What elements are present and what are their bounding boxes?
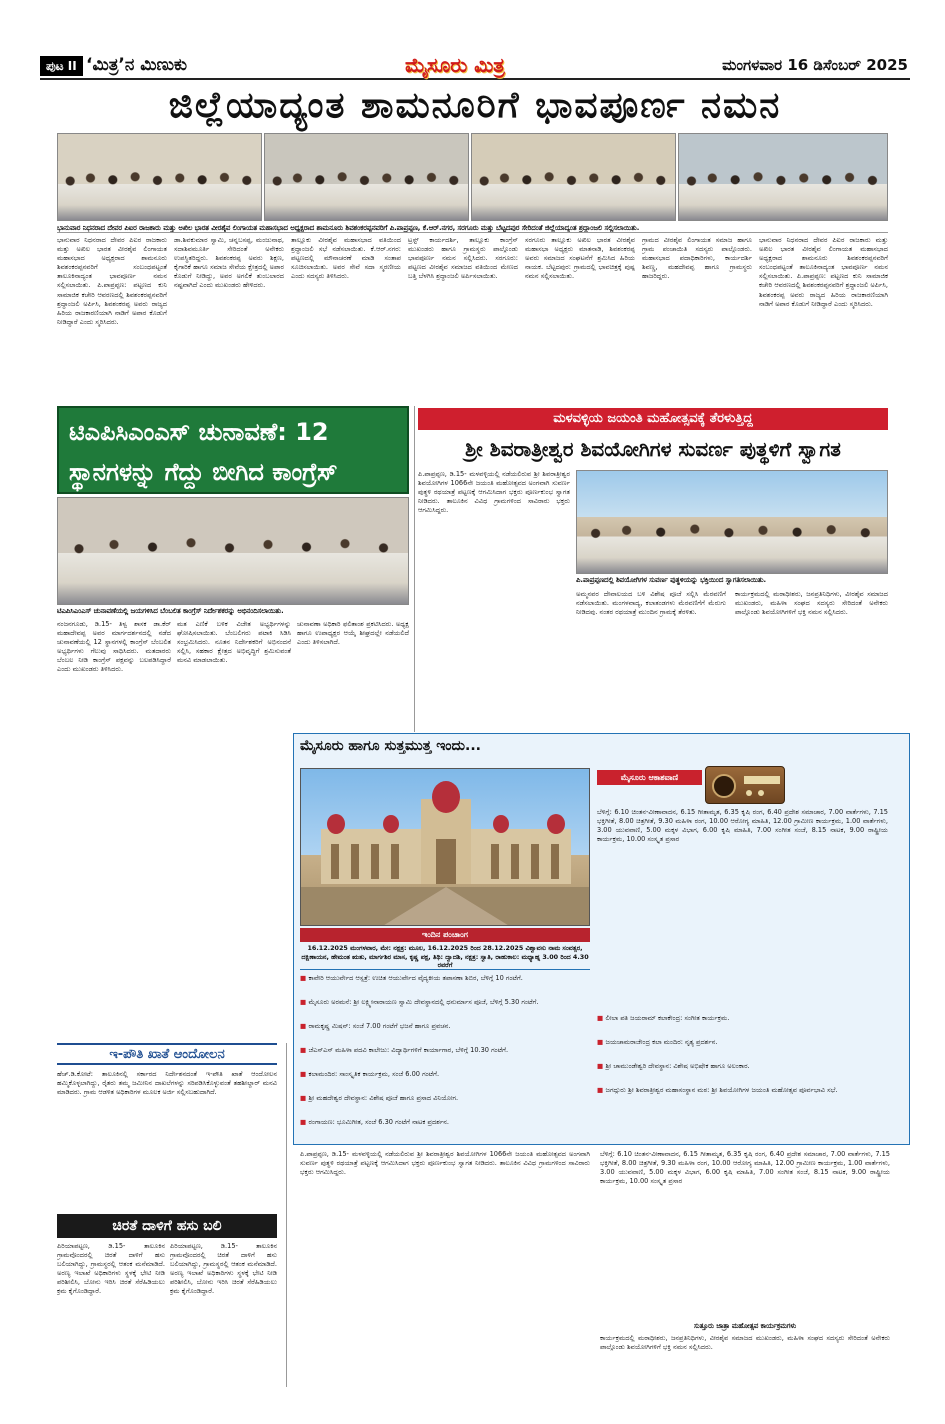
jayanti-column-2: ಅಮ್ಮನವರ ದೇವಾಲಯದ ಬಳಿ ವಿಶೇಷ ಪೂಜೆ ಸಲ್ಲಿಸಿ ಮೆರವಣಿಗೆ ನಡೆಸಲಾಯಿತು. ಮಂಗಳವಾದ್ಯ, ಕಲಾತಂಡಗಳು ಮೆರವಣಿಗೆಗೆ ಮೆರುಗು ನೀಡಿದವು. ನಂತರ ರಥಯಾತ್ರೆ ಮುಂದಿನ ಗ್ರಾಮಕ್ಕೆ ತೆರಳಿತು. [576,590,726,617]
lead-column-7: ಭಾನುವಾರ ನಿಧನರಾದ ದೇವರ ಪಿಐರ ರಾಜಕಾರು ಮತ್ತು ಅಖಿಲ ಭಾರತ ವೀರಶೈವ ಲಿಂಗಾಯತ ಮಹಾಸಭಾದ ಅಧ್ಯಕ್ಷರಾದ ಶಾಮನೂರು ಶಿವಶಂಕರಪ್ಪನವರಿಗೆ ಸಂಬಂಧಪಟ್ಟಂತೆ ತಾಲೂಕಿನಾದ್ಯಂತ ಭಾವಪೂರ್ಣ ನಮನ ಸಲ್ಲಿಸಲಾಯಿತು. ಪಿ.ಪಾಪ್ರಪ್ಪಣ: ಪಟ್ಟಣದ ಕುನಿ ಸಾಮಾಜಿಕ ಕಚೇರಿ ಆವರಣದಲ್ಲಿ ಶಿವಶಂಕರಪ್ಪನವರಿಗೆ ಶ್ರದ್ಧಾಂಜಲಿ ಅರ್ಪಿಸಿ, ಶಿವಶಂಕರಪ್ಪ ಅವರು ರಾಜ್ಯದ ಹಿರಿಯ ರಾಜಕಾರಣಿಯಾಗಿ ನಾಡಿಗೆ ಅಪಾರ ಕೊಡುಗೆ ನೀಡಿದ್ದಾರೆ ಎಂದು ಸ್ಮರಿಸಿದರು. [759,236,888,308]
lead-photo-4 [678,133,888,221]
tapcms-column-2: ಮತ ಎಣಿಕೆ ಬಳಿಕ ವಿಜೇತ ಅಭ್ಯರ್ಥಿಗಳನ್ನು ಘೋಷಿಸಲಾಯಿತು. ಬೆಂಬಲಿಗರು ಪಟಾಕಿ ಸಿಡಿಸಿ ಸಂಭ್ರಮಿಸಿದರು. ನೂತನ ನಿರ್ದೇಶಕರಿಗೆ ಅಭಿನಂದನೆ ಸಲ್ಲಿಸಿ, ಸಹಕಾರ ಕ್ಷೇತ್ರದ ಅಭಿವೃದ್ಧಿಗೆ ಶ್ರಮಿಸುವಂತೆ ಮನವಿ ಮಾಡಲಾಯಿತು. [177,620,291,665]
newspaper-logo: ಮೈಸೂರು ಮಿತ್ರ [405,53,505,77]
column-rule [414,406,415,732]
events-left-list: ■ ಕಾವೇರಿ ಆಯುರ್ವೇದ ಆಸ್ಪತ್ರೆ: ಉಚಿತ ಆಯುರ್ವೇದ ವೈದ್ಯಕೀಯ ತಪಾಸಣಾ ಶಿಬಿರ, ಬೆಳಿಗ್ಗೆ 10 ಗಂಟೆಗೆ. ■ ಮೈಸೂರು ಅರಮನೆ: ಶ್ರೀ ಲಕ್ಷ್ಮೀನಾರಾಯಣ ಸ್ವಾಮಿ ದೇವಸ್ಥಾನದಲ್ಲಿ ಧನುರ್ಮಾಸ ಪೂಜೆ, ಬೆಳಿಗ್ಗೆ 5.30 ಗಂಟೆಗೆ. ■ ರಾಮಕೃಷ್ಣ ಮಿಷನ್: ಸಂಜೆ 7.00 ಗಂಟೆಗೆ ಭಜನೆ ಹಾಗೂ ಪ್ರವಚನ. ■ ಜೆಎಸ್‌ಎಸ್ ಮಹಿಳಾ ಪದವಿ ಕಾಲೇಜು: ವಿದ್ಯಾರ್ಥಿಗಳಿಗೆ ಕಾರ್ಯಾಗಾರ, ಬೆಳಿಗ್ಗೆ 10.30 ಗಂಟೆಗೆ. ■ ಕಲಾಮಂದಿರ: ಸಾಂಸ್ಕೃತಿಕ ಕಾರ್ಯಕ್ರಮ, ಸಂಜೆ 6.00 ಗಂಟೆಗೆ. ■ ಶ್ರೀ ಮಹದೇಶ್ವರ ದೇವಸ್ಥಾನ: ವಿಶೇಷ ಪೂಜೆ ಹಾಗೂ ಪ್ರಸಾದ ವಿನಿಯೋಗ. ■ ರಂಗಾಯಣ: ಭೂಮಿಗೀತ, ಸಂಜೆ 6.30 ಗಂಟೆಗೆ ನಾಟಕ ಪ್ರದರ್ಶನ. [300,974,539,1126]
event-item: ಶ್ರೀ ಚಾಮುಂಡೇಶ್ವರಿ ದೇವಸ್ಥಾನ: ವಿಶೇಷ ಅಭಿಷೇಕ ಹಾಗೂ ಅಲಂಕಾರ. [605,1062,750,1070]
tapcms-column-1: ನಂಜನಗೂಡು, ಡಿ.15- ತಿಳ್ವ ಶಾಸಕ ಡಾ.ಕೆರ್ ಮಹಾದೇವಪ್ಪ ಅವರ ಮಾರ್ಗದರ್ಶನದಲ್ಲಿ ನಡೆದ ಚುನಾವಣೆಯಲ್ಲಿ 12 ಸ್ಥಾನಗಳಲ್ಲಿ ಕಾಂಗ್ರೆಸ್ ಬೆಂಬಲಿತ ಅಭ್ಯರ್ಥಿಗಳು ಗೆಲುವು ಸಾಧಿಸಿದರು. ಮತದಾರರು ಬೆಂಬಲ ನೀಡಿ ಕಾಂಗ್ರೆಸ್ ಪಕ್ಷವನ್ನು ಬಲಪಡಿಸಿದ್ದಾರೆ ಎಂದು ಮುಖಂಡರು ತಿಳಿಸಿದರು. [57,620,171,674]
event-item: ಶ್ರೀ ಮಹದೇಶ್ವರ ದೇವಸ್ಥಾನ: ವಿಶೇಷ ಪೂಜೆ ಹಾಗೂ ಪ್ರಸಾದ ವಿನಿಯೋಗ. [308,1094,459,1102]
section-rule [57,232,888,233]
jayanti-headline: ಶ್ರೀ ಶಿವರಾತ್ರೀಶ್ವರ ಶಿವಯೋಗಿಗಳ ಸುವರ್ಣ ಪುತ್ಥಳಿಗೆ ಸ್ವಾಗತ [465,437,841,461]
akashavani-title: ಮೈಸೂರು ಆಕಾಶವಾಣಿ [597,770,702,785]
tapcms-headline: ಟಿಎಪಿಸಿಎಂಎಸ್ ಚುನಾವಣೆ: 12 ಸ್ಥಾನಗಳನ್ನು ಗೆದ್ದು ಬೀಗಿದ ಕಾಂಗ್ರೆಸ್ [57,406,409,494]
akashavani-schedule: ಬೆಳಿಗ್ಗೆ: 6.10 ಚಿಂತನ-ವೀಣಾವಾದನ, 6.15 ಗೀತಾಮೃತ, 6.35 ಕೃಷಿ ರಂಗ, 6.40 ಪ್ರದೇಶ ಸಮಾಚಾರ, 7.00 ವಾರ್ತೆಗಳು, 7.15 ಭಕ್ತಿಗೀತೆ, 8.00 ಚಿತ್ರಗೀತೆ, 9.30 ಮಹಿಳಾ ರಂಗ, 10.00 ಆರೋಗ್ಯ ಮಾಹಿತಿ, 12.00 ಗ್ರಾಮೀಣ ಕಾರ್ಯಕ್ರಮ, 1.00 ವಾರ್ತೆಗಳು, 3.00 ಯುವವಾಣಿ, 5.00 ಮಕ್ಕಳ ವಿಭಾಗ, 6.00 ಕೃಷಿ ಮಾಹಿತಿ, 7.00 ಸಂಗೀತ ಸಂಜೆ, 8.15 ನಾಟಕ, 9.00 ರಾಷ್ಟ್ರೀಯ ಕಾರ್ಯಕ್ರಮ, 10.00 ಸಂಸ್ಕೃತ ಪ್ರಸಾರ [597,808,888,844]
tapcms-column-3: ಚುನಾವಣಾ ಅಧಿಕಾರಿ ಫಲಿತಾಂಶ ಪ್ರಕಟಿಸಿದರು. ಅಧ್ಯಕ್ಷ ಹಾಗೂ ಉಪಾಧ್ಯಕ್ಷರ ಆಯ್ಕೆ ಶೀಘ್ರದಲ್ಲೇ ನಡೆಯಲಿದೆ ಎಂದು ತಿಳಿಸಲಾಗಿದೆ. [297,620,409,647]
event-item: ಜಯಚಾಮರಾಜೇಂದ್ರ ಕಲಾ ಮಂದಿರ: ನೃತ್ಯ ಪ್ರದರ್ಶನ. [605,1038,718,1046]
lead-headline: ಜಿಲ್ಲೆಯಾದ್ಯಂತ ಶಾಮನೂರಿಗೆ ಭಾವಪೂರ್ಣ ನಮನ [168,85,782,126]
column-rule [286,1043,287,1387]
event-item: ಕಲಾಮಂದಿರ: ಸಾಂಸ್ಕೃತಿಕ ಕಾರ್ಯಕ್ರಮ, ಸಂಜೆ 6.00 ಗಂಟೆಗೆ. [308,1070,440,1078]
events-continued: ಬೆಳಿಗ್ಗೆ: 6.10 ಚಿಂತನ-ವೀಣಾವಾದನ, 6.15 ಗೀತಾಮೃತ, 6.35 ಕೃಷಿ ರಂಗ, 6.40 ಪ್ರದೇಶ ಸಮಾಚಾರ, 7.00 ವಾರ್ತೆಗಳು, 7.15 ಭಕ್ತಿಗೀತೆ, 8.00 ಚಿತ್ರಗೀತೆ, 9.30 ಮಹಿಳಾ ರಂಗ, 10.00 ಆರೋಗ್ಯ ಮಾಹಿತಿ, 12.00 ಗ್ರಾಮೀಣ ಕಾರ್ಯಕ್ರಮ, 1.00 ವಾರ್ತೆಗಳು, 3.00 ಯುವವಾಣಿ, 5.00 ಮಕ್ಕಳ ವಿಭಾಗ, 6.00 ಕೃಷಿ ಮಾಹಿತಿ, 7.00 ಸಂಗೀತ ಸಂಜೆ, 8.15 ನಾಟಕ, 9.00 ರಾಷ್ಟ್ರೀಯ ಕಾರ್ಯಕ್ರಮ, 10.00 ಸಂಸ್ಕೃತ ಪ್ರಸಾರ [600,1150,890,1186]
lead-caption: ಭಾನುವಾರ ನಿಧನರಾದ ದೇವರ ಪಿಐರ ರಾಜಕಾರು ಮತ್ತು ಅಖಿಲ ಭಾರತ ವೀರಶೈವ ಲಿಂಗಾಯತ ಮಹಾಸಭಾದ ಅಧ್ಯಕ್ಷರಾದ ಶಾಮನೂರು ಶಿವಶಂಕರಪ್ಪನವರಿಗೆ ಪಿ.ಪಾಪ್ರಪ್ಪಣ, ಕೆ.ಆರ್.ನಗರ, ಸರಗೂರು ಮತ್ತು ಬೆಟ್ಟದಪುರ ಸೇರಿದಂತೆ ಜಿಲ್ಲೆಯಾದ್ಯಂತ ಶ್ರದ್ಧಾಂಜಲಿ ಸಲ್ಲಿಸಲಾಯಿತು. [57,224,640,232]
lead-column-1: ಭಾನುವಾರ ನಿಧನರಾದ ದೇವರ ಪಿಐರ ರಾಜಕಾರು ಮತ್ತು ಅಖಿಲ ಭಾರತ ವೀರಶೈವ ಲಿಂಗಾಯತ ಮಹಾಸಭಾದ ಅಧ್ಯಕ್ಷರಾದ ಶಾಮನೂರು ಶಿವಶಂಕರಪ್ಪನವರಿಗೆ ಸಂಬಂಧಪಟ್ಟಂತೆ ತಾಲೂಕಿನಾದ್ಯಂತ ಭಾವಪೂರ್ಣ ನಮನ ಸಲ್ಲಿಸಲಾಯಿತು. ಪಿ.ಪಾಪ್ರಪ್ಪಣ: ಪಟ್ಟಣದ ಕುನಿ ಸಾಮಾಜಿಕ ಕಚೇರಿ ಆವರಣದಲ್ಲಿ ಶಿವಶಂಕರಪ್ಪನವರಿಗೆ ಶ್ರದ್ಧಾಂಜಲಿ ಅರ್ಪಿಸಿ, ಶಿವಶಂಕರಪ್ಪ ಅವರು ರಾಜ್ಯದ ಹಿರಿಯ ರಾಜಕಾರಣಿಯಾಗಿ ನಾಡಿಗೆ ಅಪಾರ ಕೊಡುಗೆ ನೀಡಿದ್ದಾರೆ ಎಂದು ಸ್ಮರಿಸಿದರು. [57,236,167,326]
suttur-title: ಸುತ್ತೂರು ಜಾತ್ರಾ ಮಹೋತ್ಸವ ಕಾರ್ಯಕ್ರಮಗಳು [693,1322,797,1330]
lead-column-6: ಗ್ರಾಮದ ವೀರಶೈವ ಲಿಂಗಾಯತ ಸಮಾಜ ಹಾಗೂ ಗ್ರಾಮ ಪಂಚಾಯಿತಿ ಸದಸ್ಯರು ಪಾಲ್ಗೊಂಡರು. ಮಹಾಸಭಾದ ಪದಾಧಿಕಾರಿಗಳು, ಕಾರ್ಯದರ್ಶಿ ಶಿವಣ್ಣ, ಮಹದೇವಪ್ಪ ಹಾಗೂ ಗ್ರಾಮಸ್ಥರು ಹಾಜರಿದ್ದರು. [642,236,752,281]
jayanti-kicker: ಮಳವಳ್ಳಿಯ ಜಯಂತಿ ಮಹೋತ್ಸವಕ್ಕೆ ತೆರಳುತ್ತಿದ್ದ [418,408,888,430]
jayanti-photo [576,470,888,574]
epauti-body: ಹೆಚ್.ಡಿ.ಕೋಟೆ: ತಾಲೂಕಿನಲ್ಲಿ ಸರ್ಕಾರದ ನಿರ್ದೇಶನದಂತೆ ಇ-ಪೌತಿ ಖಾತೆ ಆಂದೋಲನ ಹಮ್ಮಿಕೊಳ್ಳಲಾಗಿದ್ದು, ರೈತರು ತಮ್ಮ ಜಮೀನಿನ ದಾಖಲೆಗಳನ್ನು ಸರಿಪಡಿಸಿಕೊಳ್ಳುವಂತೆ ತಹಶೀಲ್ದಾರ್ ಮನವಿ ಮಾಡಿದರು. ಗ್ರಾಮ ಆಡಳಿತ ಅಧಿಕಾರಿಗಳ ಮೂಲಕ ಅರ್ಜಿ ಸಲ್ಲಿಸಬಹುದಾಗಿದೆ. [57,1070,277,1097]
mysuru-today-title: ಮೈಸೂರು ಹಾಗೂ ಸುತ್ತಮುತ್ತ ಇಂದು... [300,738,481,754]
leopard-column-2: ಪಿರಿಯಾಪಟ್ಟಣ, ಡಿ.15- ತಾಲೂಕಿನ ಗ್ರಾಮವೊಂದರಲ್ಲಿ ಚಿರತೆ ದಾಳಿಗೆ ಹಸು ಬಲಿಯಾಗಿದ್ದು, ಗ್ರಾಮಸ್ಥರಲ್ಲಿ ಆತಂಕ ಮನೆಮಾಡಿದೆ. ಅರಣ್ಯ ಇಲಾಖೆ ಅಧಿಕಾರಿಗಳು ಸ್ಥಳಕ್ಕೆ ಭೇಟಿ ನೀಡಿ ಪರಿಶೀಲಿಸಿ, ಬೋನು ಇರಿಸಿ ಚಿರತೆ ಸೆರೆಹಿಡಿಯಲು ಕ್ರಮ ಕೈಗೊಂಡಿದ್ದಾರೆ. [170,1242,277,1296]
palace-photo [300,768,590,926]
section-title: ‘ಮಿತ್ರ’ನ ಮಿಣುಕು [86,55,188,75]
events-bottom-left: ಪಿ.ಪಾಪ್ರಪ್ಪಣ, ಡಿ.15- ಮಳವಳ್ಳಿಯಲ್ಲಿ ನಡೆಯಲಿರುವ ಶ್ರೀ ಶಿವರಾತ್ರೀಶ್ವರ ಶಿವಯೋಗಿಗಳ 1066ನೇ ಜಯಂತಿ ಮಹೋತ್ಸವದ ಅಂಗವಾಗಿ ಸುವರ್ಣ ಪುತ್ಥಳಿ ರಥಯಾತ್ರೆ ಪಟ್ಟಣಕ್ಕೆ ಆಗಮಿಸಿದಾಗ ಭಕ್ತರು ಪೂರ್ಣಕುಂಭ ಸ್ವಾಗತ ನೀಡಿದರು. ತಾಲೂಕಿನ ವಿವಿಧ ಗ್ರಾಮಗಳಿಂದ ಸಾವಿರಾರು ಭಕ್ತರು ಆಗಮಿಸಿದ್ದರು. [300,1150,590,1177]
event-item: ಜೆಎಸ್‌ಎಸ್ ಮಹಿಳಾ ಪದವಿ ಕಾಲೇಜು: ವಿದ್ಯಾರ್ಥಿಗಳಿಗೆ ಕಾರ್ಯಾಗಾರ, ಬೆಳಿಗ್ಗೆ 10.30 ಗಂಟೆಗೆ. [308,1046,509,1054]
lead-column-3: ತಾಲ್ಲೂಕು ವೀರಶೈವ ಮಹಾಸಭಾದ ವತಿಯಿಂದ ಶ್ರದ್ಧಾಂಜಲಿ ಸಭೆ ನಡೆಸಲಾಯಿತು. ಕೆ.ಆರ್.ನಗರ: ಪಟ್ಟಣದಲ್ಲಿ ಮೌನಾಚರಣೆ ಮಾಡಿ ಸಂತಾಪ ಸೂಚಿಸಲಾಯಿತು. ಅವರ ಸೇವೆ ಸದಾ ಸ್ಮರಣೀಯ ಎಂದು ಸದಸ್ಯರು ತಿಳಿಸಿದರು. [291,236,401,281]
epauti-headline: ಇ-ಪೌತಿ ಖಾತೆ ಆಂದೋಲನ [57,1043,277,1065]
tapcms-caption: ಟಿಎಪಿಸಿಎಂಎಸ್ ಚುನಾವಣೆಯಲ್ಲಿ ಜಯಗಳಿಸಿದ ಬೆಂಬಲಿತ ಕಾಂಗ್ರೆಸ್ ನಿರ್ದೇಶಕರನ್ನು ಅಭಿನಂದಿಸಲಾಯಿತು. [57,607,284,615]
tapcms-photo [57,497,409,605]
jayanti-caption: ಪಿ.ಪಾಪ್ರಪ್ಪಣದಲ್ಲಿ ಶಿವಯೋಗಿಗಳ ಸುವರ್ಣ ಪುತ್ಥಳಿಯನ್ನು ಭಕ್ತಿಯಿಂದ ಸ್ವಾಗತಿಸಲಾಯಿತು. [576,576,767,584]
panchanga-text: 16.12.2025 ಮಂಗಳವಾರ, ಮೇ: ನಕ್ಷತ್ರ: ಮೂಲ, 16.12.2025 ರಿಂದ 28.12.2025 ವಿಶ್ವಾವಸು ನಾಮ ಸಂವತ್ಸರ, ದಕ್ಷಿಣಾಯನ, ಹೇಮಂತ ಋತು, ಮಾರ್ಗಶಿರ ಮಾಸ, ಕೃಷ್ಣ ಪಕ್ಷ, ತಿಥಿ: ದ್ವಾದಶಿ, ನಕ್ಷತ್ರ: ಸ್ವಾತಿ, ರಾಹುಕಾಲ: ಮಧ್ಯಾಹ್ನ 3.00 ರಿಂದ 4.30 ರವರೆಗೆ [301,944,589,970]
radio-icon [705,766,785,804]
event-item: ರಾಮಕೃಷ್ಣ ಮಿಷನ್: ಸಂಜೆ 7.00 ಗಂಟೆಗೆ ಭಜನೆ ಹಾಗೂ ಪ್ರವಚನ. [308,1022,451,1030]
events-right-list: ■ ಲೀಲಾ ಪತಿ ಜಯರಾಮ್ ಕಲಾಕೇಂದ್ರ: ಸಂಗೀತ ಕಾರ್ಯಕ್ರಮ. ■ ಜಯಚಾಮರಾಜೇಂದ್ರ ಕಲಾ ಮಂದಿರ: ನೃತ್ಯ ಪ್ರದರ್ಶನ. ■ ಶ್ರೀ ಚಾಮುಂಡೇಶ್ವರಿ ದೇವಸ್ಥಾನ: ವಿಶೇಷ ಅಭಿಷೇಕ ಹಾಗೂ ಅಲಂಕಾರ. ■ ಜಗದ್ಗುರು ಶ್ರೀ ಶಿವರಾತ್ರೀಶ್ವರ ಮಹಾಸಂಸ್ಥಾನ ಮಠ: ಶ್ರೀ ಶಿವಯೋಗಿಗಳ ಜಯಂತಿ ಮಹೋತ್ಸವ ಪೂರ್ವಭಾವಿ ಸಭೆ. [597,1014,838,1094]
leopard-headline: ಚಿರತೆ ದಾಳಿಗೆ ಹಸು ಬಲಿ [57,1214,277,1238]
suttur-text: ಕಾರ್ಯಕ್ರಮದಲ್ಲಿ ಮಠಾಧೀಶರು, ಜನಪ್ರತಿನಿಧಿಗಳು, ವೀರಶೈವ ಸಮಾಜದ ಮುಖಂಡರು, ಮಹಿಳಾ ಸಂಘದ ಸದಸ್ಯರು ಸೇರಿದಂತೆ ಅನೇಕರು ಪಾಲ್ಗೊಂಡು ಶಿವಯೋಗಿಗಳಿಗೆ ಭಕ್ತಿ ನಮನ ಸಲ್ಲಿಸಿದರು. [600,1334,890,1352]
event-item: ಮೈಸೂರು ಅರಮನೆ: ಶ್ರೀ ಲಕ್ಷ್ಮೀನಾರಾಯಣ ಸ್ವಾಮಿ ದೇವಸ್ಥಾನದಲ್ಲಿ ಧನುರ್ಮಾಸ ಪೂಜೆ, ಬೆಳಿಗ್ಗೆ 5.30 ಗಂಟೆಗೆ. [308,998,539,1006]
event-item: ಲೀಲಾ ಪತಿ ಜಯರಾಮ್ ಕಲಾಕೇಂದ್ರ: ಸಂಗೀತ ಕಾರ್ಯಕ್ರಮ. [605,1014,730,1022]
lead-photo-1 [57,133,262,221]
event-item: ಜಗದ್ಗುರು ಶ್ರೀ ಶಿವರಾತ್ರೀಶ್ವರ ಮಹಾಸಂಸ್ಥಾನ ಮಠ: ಶ್ರೀ ಶಿವಯೋಗಿಗಳ ಜಯಂತಿ ಮಹೋತ್ಸವ ಪೂರ್ವಭಾವಿ ಸಭೆ. [605,1086,838,1094]
event-item: ರಂಗಾಯಣ: ಭೂಮಿಗೀತ, ಸಂಜೆ 6.30 ಗಂಟೆಗೆ ನಾಟಕ ಪ್ರದರ್ಶನ. [308,1118,450,1126]
page-number: ಪುಟ II [40,56,83,76]
lead-photo-2 [264,133,469,221]
lead-column-5: ಸರಗೂರು ತಾಲ್ಲೂಕು ಅಖಿಲ ಭಾರತ ವೀರಶೈವ ಮಹಾಸಭಾ ಅಧ್ಯಕ್ಷರು ಮಾತನಾಡಿ, ಶಿವಶಂಕರಪ್ಪ ಅವರು ಸಮಾಜದ ಸಂಘಟನೆಗೆ ಶ್ರಮಿಸಿದ ಹಿರಿಯ ನಾಯಕ. ಬೆಟ್ಟದಪುರ: ಗ್ರಾಮದಲ್ಲಿ ಭಾವಚಿತ್ರಕ್ಕೆ ಪುಷ್ಪ ನಮನ ಸಲ್ಲಿಸಲಾಯಿತು. [525,236,635,281]
lead-column-4: ಟ್ರಸ್ಟ್ ಕಾರ್ಯದರ್ಶಿ, ತಾಲ್ಲೂಕು ಕಾಂಗ್ರೆಸ್ ಮುಖಂಡರು ಹಾಗೂ ಗ್ರಾಮಸ್ಥರು ಪಾಲ್ಗೊಂಡು ಭಾವಪೂರ್ಣ ನಮನ ಸಲ್ಲಿಸಿದರು. ಸರಗೂರು: ಪಟ್ಟಣದ ವೀರಶೈವ ಸಮಾಜದ ವತಿಯಿಂದ ಮೇಣದ ಬತ್ತಿ ಬೆಳಗಿಸಿ ಶ್ರದ್ಧಾಂಜಲಿ ಅರ್ಪಿಸಲಾಯಿತು. [408,236,518,281]
panchanga-title: ಇಂದಿನ ಪಂಚಾಂಗ [300,928,590,942]
leopard-column-1: ಪಿರಿಯಾಪಟ್ಟಣ, ಡಿ.15- ತಾಲೂಕಿನ ಗ್ರಾಮವೊಂದರಲ್ಲಿ ಚಿರತೆ ದಾಳಿಗೆ ಹಸು ಬಲಿಯಾಗಿದ್ದು, ಗ್ರಾಮಸ್ಥರಲ್ಲಿ ಆತಂಕ ಮನೆಮಾಡಿದೆ. ಅರಣ್ಯ ಇಲಾಖೆ ಅಧಿಕಾರಿಗಳು ಸ್ಥಳಕ್ಕೆ ಭೇಟಿ ನೀಡಿ ಪರಿಶೀಲಿಸಿ, ಬೋನು ಇರಿಸಿ ಚಿರತೆ ಸೆರೆಹಿಡಿಯಲು ಕ್ರಮ ಕೈಗೊಂಡಿದ್ದಾರೆ. [57,1242,165,1296]
masthead [40,52,910,80]
jayanti-column-1: ಪಿ.ಪಾಪ್ರಪ್ಪಣ, ಡಿ.15- ಮಳವಳ್ಳಿಯಲ್ಲಿ ನಡೆಯಲಿರುವ ಶ್ರೀ ಶಿವರಾತ್ರೀಶ್ವರ ಶಿವಯೋಗಿಗಳ 1066ನೇ ಜಯಂತಿ ಮಹೋತ್ಸವದ ಅಂಗವಾಗಿ ಸುವರ್ಣ ಪುತ್ಥಳಿ ರಥಯಾತ್ರೆ ಪಟ್ಟಣಕ್ಕೆ ಆಗಮಿಸಿದಾಗ ಭಕ್ತರು ಪೂರ್ಣಕುಂಭ ಸ್ವಾಗತ ನೀಡಿದರು. ತಾಲೂಕಿನ ವಿವಿಧ ಗ್ರಾಮಗಳಿಂದ ಸಾವಿರಾರು ಭಕ್ತರು ಆಗಮಿಸಿದ್ದರು. [418,470,570,515]
event-item: ಕಾವೇರಿ ಆಯುರ್ವೇದ ಆಸ್ಪತ್ರೆ: ಉಚಿತ ಆಯುರ್ವೇದ ವೈದ್ಯಕೀಯ ತಪಾಸಣಾ ಶಿಬಿರ, ಬೆಳಿಗ್ಗೆ 10 ಗಂಟೆಗೆ. [308,974,523,982]
jayanti-column-3: ಕಾರ್ಯಕ್ರಮದಲ್ಲಿ ಮಠಾಧೀಶರು, ಜನಪ್ರತಿನಿಧಿಗಳು, ವೀರಶೈವ ಸಮಾಜದ ಮುಖಂಡರು, ಮಹಿಳಾ ಸಂಘದ ಸದಸ್ಯರು ಸೇರಿದಂತೆ ಅನೇಕರು ಪಾಲ್ಗೊಂಡು ಶಿವಯೋಗಿಗಳಿಗೆ ಭಕ್ತಿ ನಮನ ಸಲ್ಲಿಸಿದರು. [735,590,888,617]
lead-column-2: ಡಾ.ಶಿವಕುಮಾರ ಸ್ವಾಮಿ, ಚನ್ನಬಸಪ್ಪ, ಮಂಜುನಾಥ, ಸದಾಶಿವಮೂರ್ತಿ ಸೇರಿದಂತೆ ಅನೇಕರು ಉಪಸ್ಥಿತರಿದ್ದರು. ಶಿವಶಂಕರಪ್ಪ ಅವರು ಶಿಕ್ಷಣ, ಕೈಗಾರಿಕೆ ಹಾಗೂ ಸಮಾಜ ಸೇವೆಯ ಕ್ಷೇತ್ರದಲ್ಲಿ ಅಪಾರ ಕೊಡುಗೆ ನೀಡಿದ್ದು, ಅವರ ಅಗಲಿಕೆ ತುಂಬಲಾರದ ನಷ್ಟವಾಗಿದೆ ಎಂದು ಮುಖಂಡರು ಹೇಳಿದರು. [174,236,284,290]
palace-illustration [301,769,590,926]
lead-photo-3 [471,133,676,221]
issue-date: ಮಂಗಳವಾರ 16 ಡಿಸೆಂಬರ್ 2025 [722,56,908,74]
